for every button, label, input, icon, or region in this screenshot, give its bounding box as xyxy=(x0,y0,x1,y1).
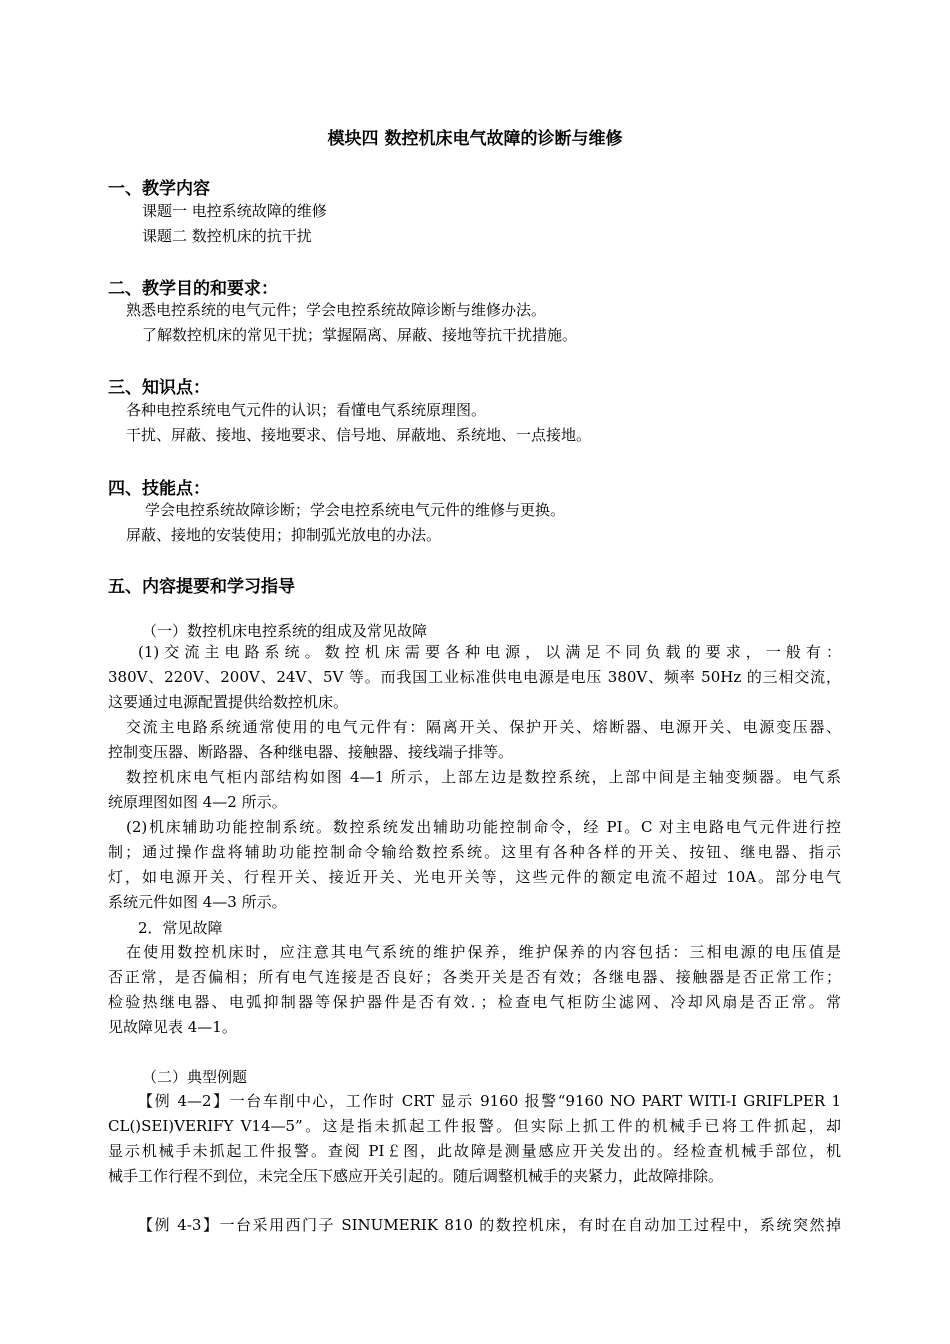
paragraph-line: 否正常，是否偏相；所有电气连接是否良好；各类开关是否有效；各继电器、接触器是否正常工作； xyxy=(108,968,841,986)
skill-line: 学会电控系统故障诊断；学会电控系统电气元件的维修与更换。 xyxy=(145,501,566,519)
topic-item: 课题一 电控系统故障的维修 xyxy=(142,202,327,220)
paragraph-line: 灯，如电源开关、行程开关、接近开关、光电开关等，这些元件的额定电流不超过 10A。部分电气 xyxy=(108,868,841,886)
paragraph-line: 数控机床电气柜内部结构如图 4—1 所示，上部左边是数控系统，上部中间是主轴变频器。电气系 xyxy=(126,768,841,786)
paragraph-components xyxy=(108,715,841,765)
knowledge-line: 各种电控系统电气元件的认识；看懂电气系统原理图。 xyxy=(126,401,487,419)
section-heading-content: 一、教学内容 xyxy=(108,179,210,199)
paragraph-example-4-3 xyxy=(108,1213,841,1238)
paragraph-line: 380V、220V、200V、24V、5V 等。而我国工业标准供电电源是电压 380V、频率 50Hz 的三相交流， xyxy=(108,668,841,686)
goal-line: 熟悉电控系统的电气元件；学会电控系统故障诊断与维修办法。 xyxy=(126,301,547,319)
paragraph-line: (2)机床辅助功能控制系统。数控系统发出辅助功能控制命令，经 PI。C 对主电路电气元件进行控 xyxy=(126,818,841,836)
paragraph-line: 交流主电路系统通常使用的电气元件有：隔离开关、保护开关、熔断器、电源开关、电源变压器、 xyxy=(126,718,841,736)
paragraph-line: 【例 4-3】一台采用西门子 SINUMERIK 810 的数控机床，有时在自动加工过程中，系统突然掉 xyxy=(138,1216,841,1234)
paragraph-aux-control xyxy=(108,815,841,915)
paragraph-line: 制；通过操作盘将辅助功能控制命令输给数控系统。这里有各种各样的开关、按钮、继电器、指示 xyxy=(108,843,841,861)
paragraph-line: 检验热继电器、电弧抑制器等保护器件是否有效．；检查电气柜防尘滤网、冷却风扇是否正常。常 xyxy=(108,993,841,1011)
paragraph-line: 这要通过电源配置提供给数控机床。 xyxy=(108,693,349,711)
paragraph-line: (1)交流主电路系统。数控机床需要各种电源，以满足不同负载的要求，一般有： xyxy=(138,643,841,661)
paragraph-cabinet xyxy=(108,765,841,815)
section-heading-knowledge: 三、知识点： xyxy=(108,378,210,398)
goal-line: 了解数控机床的常见干扰；掌握隔离、屏蔽、接地等抗干扰措施。 xyxy=(142,326,578,344)
section-heading-skills: 四、技能点： xyxy=(108,479,210,499)
subsection-heading: （一）数控机床电控系统的组成及常见故障 xyxy=(142,622,428,640)
paragraph-line: 在使用数控机床时，应注意其电气系统的维护保养，维护保养的内容包括：三相电源的电压值是 xyxy=(126,943,841,961)
paragraph-line: 控制变压器、断路器、各种继电器、接触器、接线端子排等。 xyxy=(108,743,514,761)
paragraph-line: 【例 4—2】一台车削中心，工作时 CRT 显示 9160 报警“9160 NO PART WITI-I GRIFLPER 1 xyxy=(138,1092,841,1110)
skill-line: 屏蔽、接地的安装使用；抑制弧光放电的办法。 xyxy=(126,526,442,544)
paragraph-line: 显示机械手未抓起工件报警。查阅 PI￡图，此故障是测量感应开关发出的。经检查机械手部位，机 xyxy=(108,1142,841,1160)
paragraph-line: 系统元件如图 4—3 所示。 xyxy=(108,893,287,911)
page-title: 模块四 数控机床电气故障的诊断与维修 xyxy=(327,129,623,149)
subsection-heading: （二）典型例题 xyxy=(142,1068,248,1086)
paragraph-line: CL()SEI)VERIFY V14—5”。这是指未抓起工件报警。但实际上抓工件的机械手已将工件抓起，却 xyxy=(108,1117,841,1135)
paragraph-line: 统原理图如图 4—2 所示。 xyxy=(108,793,287,811)
paragraph-line: 见故障见表 4—1。 xyxy=(108,1018,237,1036)
section-heading-goals: 二、教学目的和要求： xyxy=(108,279,278,299)
topic-item: 课题二 数控机床的抗干扰 xyxy=(142,227,312,245)
subsection-heading: 2．常见故障 xyxy=(138,919,223,937)
section-heading-summary: 五、内容提要和学习指导 xyxy=(108,577,295,597)
paragraph-line: 械手工作行程不到位，未完全压下感应开关引起的。随后调整机械手的夹紧力，此故障排除。 xyxy=(108,1167,724,1185)
paragraph-maintenance xyxy=(108,940,841,1040)
knowledge-line: 干扰、屏蔽、接地、接地要求、信号地、屏蔽地、系统地、一点接地。 xyxy=(126,426,592,444)
paragraph-example-4-2 xyxy=(108,1089,841,1189)
paragraph-power-system xyxy=(108,640,841,715)
